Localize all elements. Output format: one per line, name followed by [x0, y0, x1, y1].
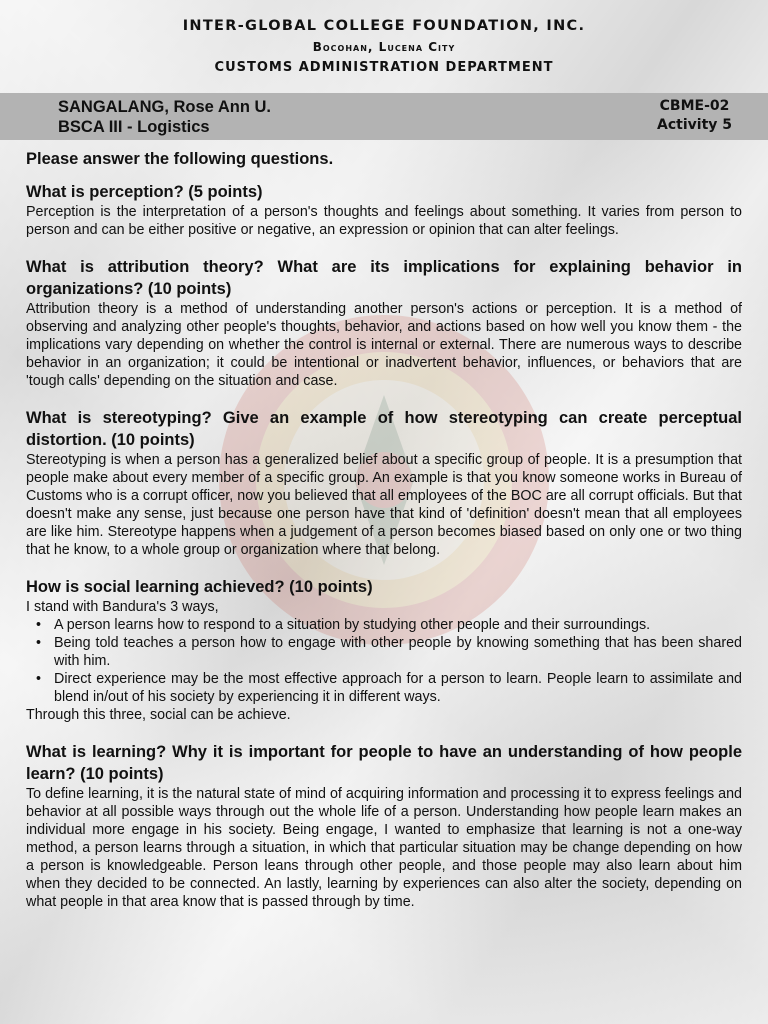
list-item-text: Direct experience may be the most effective approach for a person to learn. People learn to assimilate and blend in/out of his society by experiencing it in different ways. — [54, 671, 742, 705]
instructions: Please answer the following questions. — [26, 150, 334, 168]
answer-lead: I stand with Bandura's 3 ways, — [26, 599, 219, 615]
list-item-text: A person learns how to respond to a situation by studying other people and their surroundings. — [54, 617, 651, 633]
list-item — [36, 670, 742, 706]
question-heading: What is perception? (5 points) — [26, 183, 263, 201]
answer-text: Attribution theory is a method of understanding another person's actions or perception. It is a method of observing and analyzing other people's thoughts, behavior, and actions based on how well you know them - the implications vary depending on whether the control is internal or external. There are numerous ways to describe behavior in an organization; it could be intentional or inadvertent behavior, influences, or behaviors that are 'tough calls' depending on the situation and case. — [26, 301, 742, 389]
question-heading: What is stereotyping? Give an example of how stereotyping can create perceptual distortion. (10 points) — [26, 409, 742, 449]
answer-text: To define learning, it is the natural state of mind of acquiring information and processing it to express feelings and behavior at all possible ways through out the whole life of a person. Understanding how people learn makes an individual more engage in his society. Being engage, I wanted to emphasize that learning is not a one-way method, a person learns through a situation, in which that particular situation may be change depending on how a person is knowledgeable. Person leans through other people, and those people may also learn about him when they decided to be connected. An lastly, learning by experiences can also alter the society, depending on what people in that area know that is passed through by time. — [26, 786, 742, 910]
department-name: CUSTOMS ADMINISTRATION DEPARTMENT — [214, 60, 554, 75]
document-header — [0, 15, 768, 79]
bullet-icon: • — [36, 617, 42, 633]
document-body — [26, 149, 742, 928]
institution-name: INTER-GLOBAL COLLEGE FOUNDATION, INC. — [182, 18, 586, 34]
answer-text: Perception is the interpretation of a person's thoughts and feelings about something. It varies from person to person and can be either positive or negative, an expression or opinion that can alter feelings. — [26, 204, 742, 238]
answer-text: Stereotyping is when a person has a generalized belief about a specific group of people. It is a presumption that people make about every member of a specific group. An example is that you know someone works in Bureau of Customs who is a corrupt officer, now you believed that all employees of the BOC are all corrupt officials. But that doesn't make any sense, just because one person have that kind of 'definition' doesn't mean that all employees are like him. Stereotype happens when a judgement of a person becomes biased based on only one or two thing that he know, to a whole group or organization where that belong. — [26, 452, 742, 558]
answer-closing: Through this three, social can be achieve. — [26, 707, 291, 723]
question-section-5 — [26, 741, 742, 911]
course-info — [657, 97, 732, 135]
question-section-2 — [26, 256, 742, 390]
list-item — [36, 616, 742, 634]
question-heading: What is learning? Why it is important for people to have an understanding of how people learn? (10 points) — [26, 743, 742, 783]
student-program: BSCA III - Logistics — [58, 118, 210, 136]
student-info — [58, 97, 271, 137]
course-code: CBME-02 — [659, 98, 730, 114]
list-item — [36, 634, 742, 670]
question-section-3 — [26, 407, 742, 559]
bullet-list — [26, 616, 742, 706]
question-heading: What is attribution theory? What are its implications for explaining behavior in organizations? (10 points) — [26, 258, 742, 298]
bullet-icon: • — [36, 671, 42, 687]
bullet-icon: • — [36, 635, 42, 651]
student-info-band — [0, 93, 768, 140]
question-section-1 — [26, 181, 742, 239]
question-heading: How is social learning achieved? (10 points) — [26, 578, 373, 596]
activity-label: Activity 5 — [657, 117, 732, 133]
question-section-4 — [26, 576, 742, 724]
student-name: SANGALANG, Rose Ann U. — [58, 98, 271, 116]
institution-location: Bocohan, Lucena City — [312, 40, 456, 54]
list-item-text: Being told teaches a person how to engage with other people by knowing something that has been shared with him. — [54, 635, 742, 669]
